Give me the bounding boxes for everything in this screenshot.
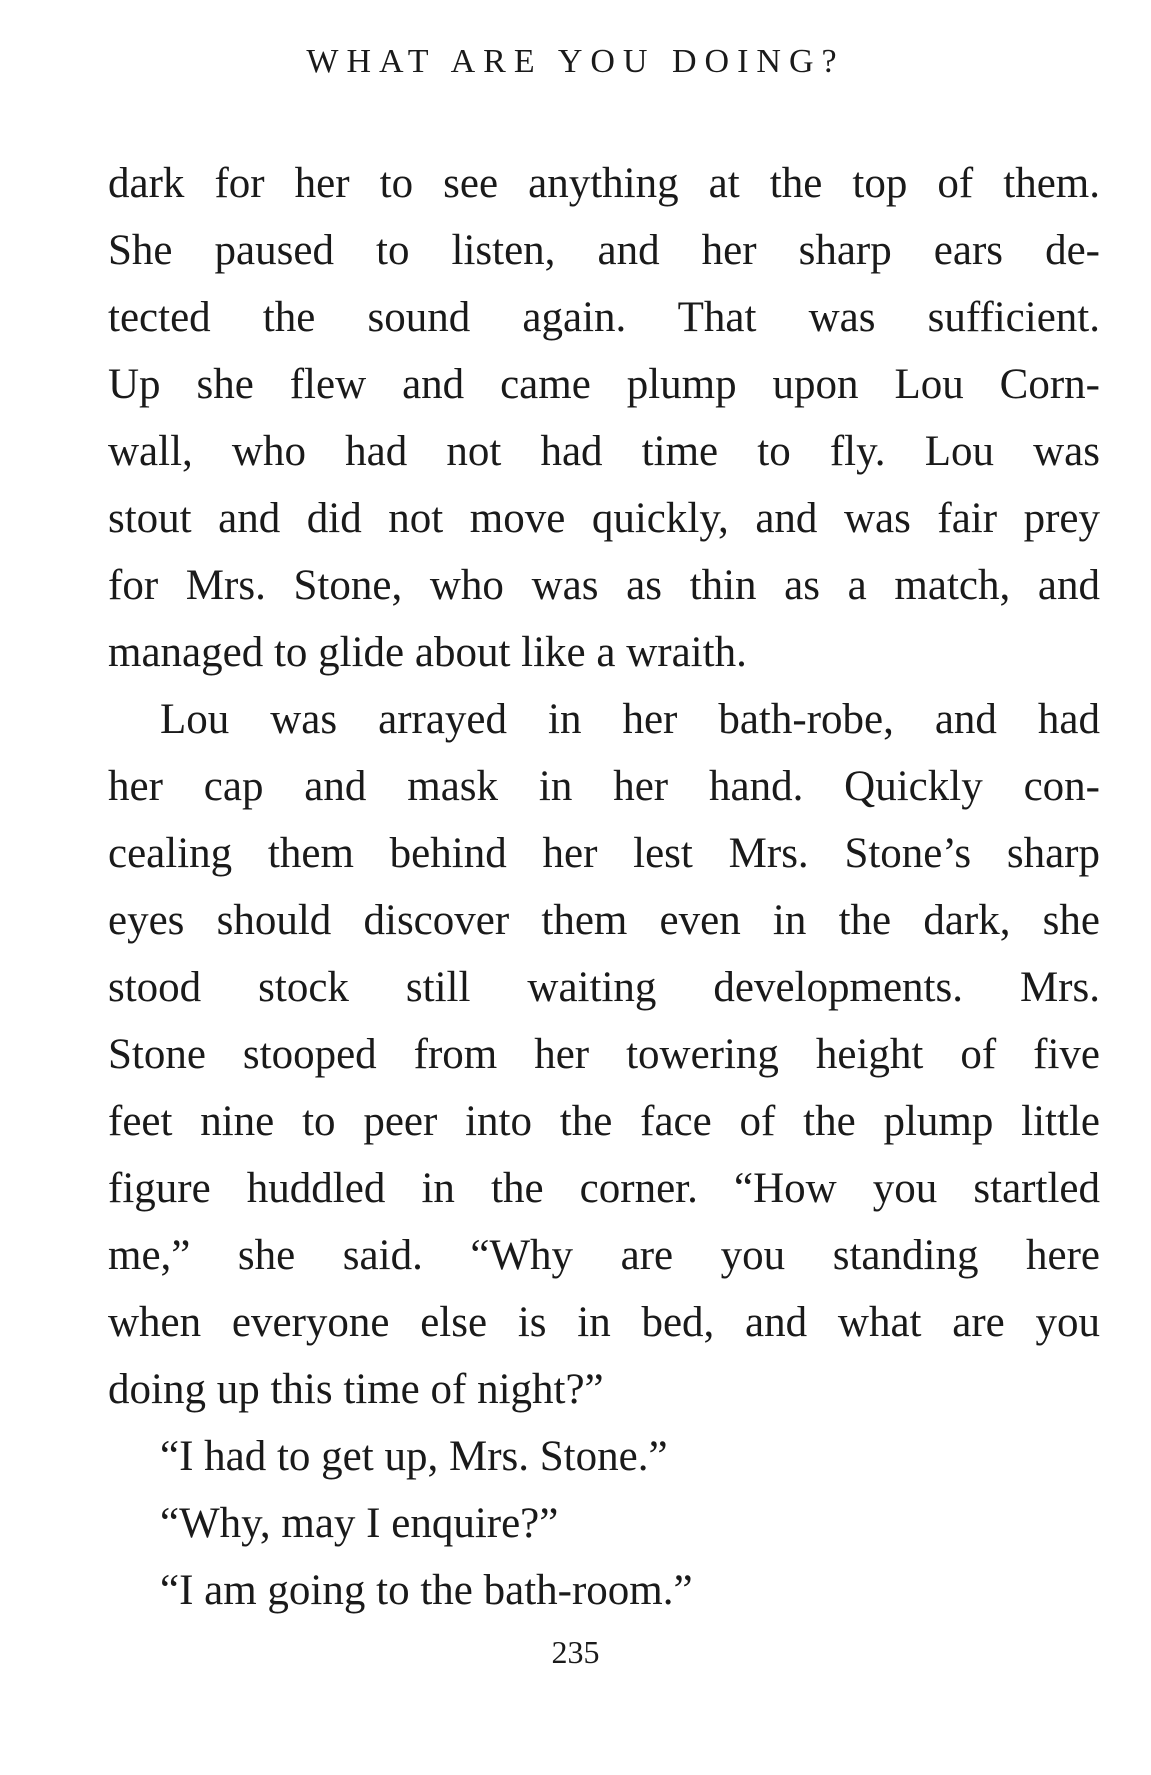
text-line: eyes should discover them even in the dark, she xyxy=(108,897,1100,944)
text-line: doing up this time of night?” xyxy=(108,1366,604,1413)
body-text xyxy=(108,150,1100,1624)
text-line: stood stock still waiting developments. Mrs. xyxy=(108,964,1100,1011)
text-line: managed to glide about like a wraith. xyxy=(108,629,747,676)
running-title: WHAT ARE YOU DOING? xyxy=(306,43,845,80)
text-line: dark for her to see anything at the top of them. xyxy=(108,160,1100,207)
text-line: me,” she said. “Why are you standing here xyxy=(108,1232,1100,1279)
text-line: She paused to listen, and her sharp ears de- xyxy=(108,227,1100,274)
text-line: her cap and mask in her hand. Quickly con- xyxy=(108,763,1100,810)
text-line: stout and did not move quickly, and was fair prey xyxy=(108,495,1100,542)
text-line: figure huddled in the corner. “How you startled xyxy=(108,1165,1100,1212)
text-line: “I had to get up, Mrs. Stone.” xyxy=(160,1433,668,1480)
text-line: tected the sound again. That was sufficient. xyxy=(108,294,1100,341)
text-line: “Why, may I enquire?” xyxy=(160,1500,559,1547)
text-line: Lou was arrayed in her bath-robe, and had xyxy=(160,696,1100,743)
text-line: wall, who had not had time to fly. Lou was xyxy=(108,428,1100,475)
text-line: for Mrs. Stone, who was as thin as a match, and xyxy=(108,562,1100,609)
text-line: Stone stooped from her towering height of five xyxy=(108,1031,1100,1078)
text-line: cealing them behind her lest Mrs. Stone’s sharp xyxy=(108,830,1100,877)
page-number: 235 xyxy=(551,1634,600,1670)
text-line: Up she flew and came plump upon Lou Corn- xyxy=(108,361,1100,408)
text-line: feet nine to peer into the face of the plump little xyxy=(108,1098,1100,1145)
text-line: “I am going to the bath-room.” xyxy=(160,1567,693,1614)
text-line: when everyone else is in bed, and what are you xyxy=(108,1299,1100,1346)
